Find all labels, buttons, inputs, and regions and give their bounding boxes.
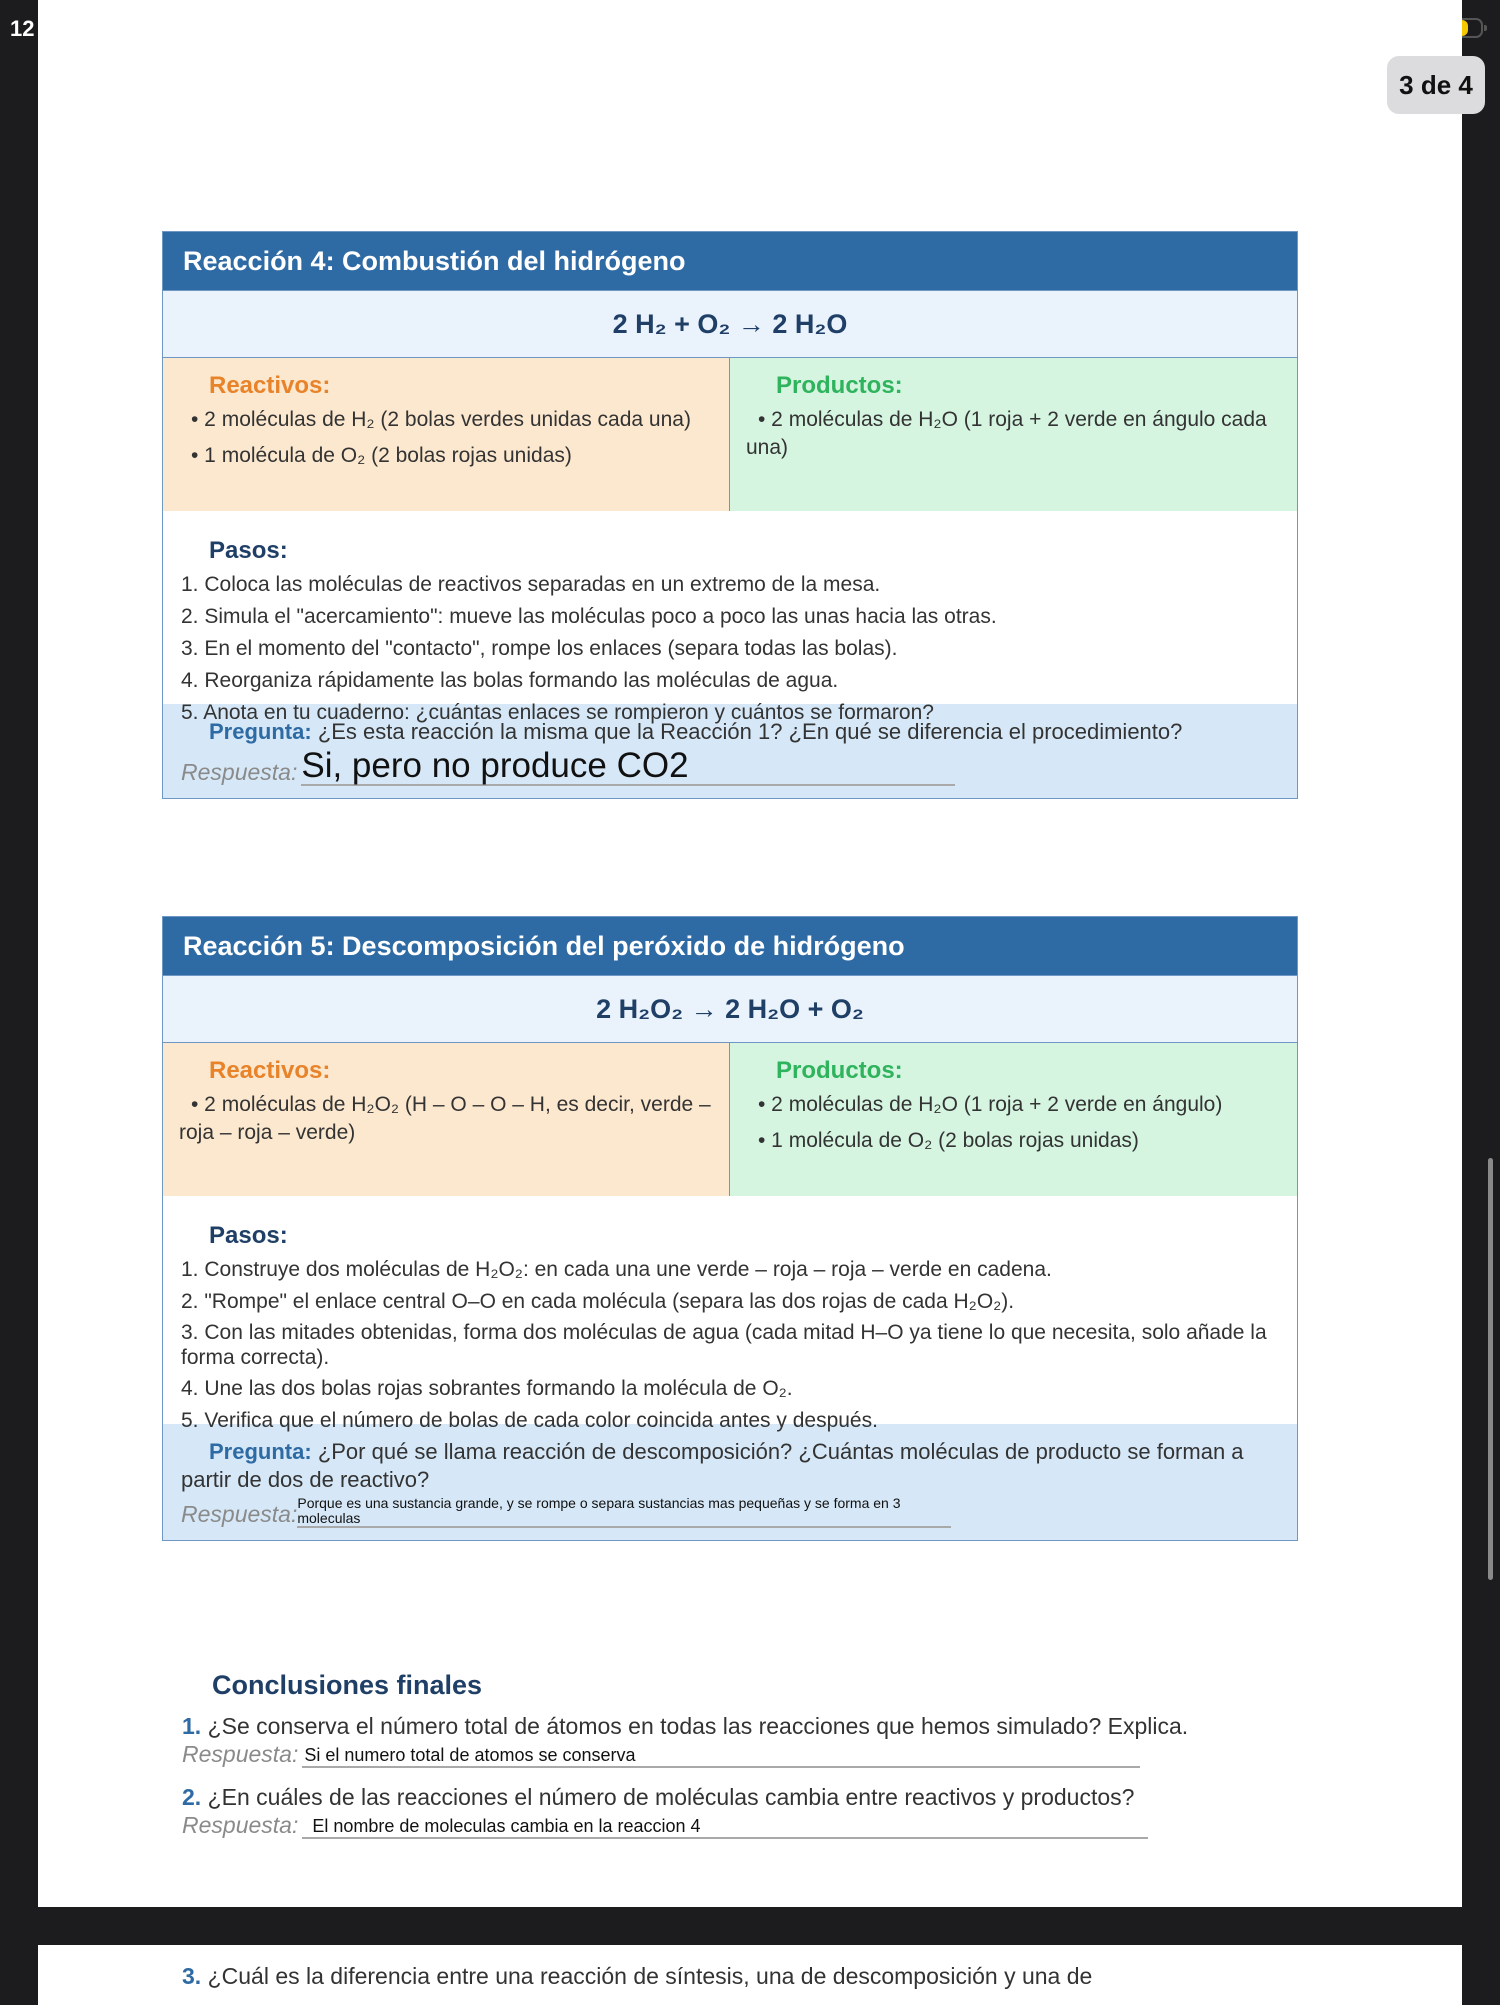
products-panel <box>730 358 1297 511</box>
question-label: Pregunta: <box>209 1439 312 1464</box>
reaction-card-5 <box>162 916 1298 1541</box>
reaction-equation: 2 H₂ + O₂ → 2 H₂O <box>163 290 1297 358</box>
reactants-panel <box>163 358 730 511</box>
step-item: 1. Construye dos moléculas de H₂O₂: en cada una une verde – roja – roja – verde en cadena. <box>181 1258 1052 1281</box>
steps-section <box>163 1196 1297 1432</box>
question-label: Pregunta: <box>209 719 312 744</box>
answer-label: Respuesta: <box>182 1741 299 1767</box>
question-text: ¿En cuáles de las reacciones el número de moléculas cambia entre reactivos y productos? <box>207 1784 1135 1810</box>
conclusion-question <box>182 1963 1092 1990</box>
reactant-item: • 2 moléculas de H₂O₂ (H – O – O – H, es decir, verde – roja – roja – verde) <box>179 1093 711 1144</box>
question-box <box>163 704 1297 798</box>
reactant-item: • 2 moléculas de H₂ (2 bolas verdes unidas cada una) <box>191 408 691 431</box>
products-label: Productos: <box>776 1057 903 1084</box>
reaction-equation: 2 H₂O₂ → 2 H₂O + O₂ <box>163 975 1297 1043</box>
step-item: 5. Verifica que el número de bolas de cada color coincida antes y después. <box>181 1409 878 1432</box>
step-item: 4. Reorganiza rápidamente las bolas formando las moléculas de agua. <box>181 669 839 692</box>
reactants-label: Reactivos: <box>209 372 331 399</box>
conclusions-title: Conclusiones finales <box>212 1670 483 1700</box>
step-item: 3. Con las mitades obtenidas, forma dos moléculas de agua (cada mitad H–O ya tiene lo que necesita, solo añade la forma correcta). <box>181 1321 1267 1369</box>
reaction-title: Reacción 4: Combustión del hidrógeno <box>163 232 1297 290</box>
question-text: ¿Cuál es la diferencia entre una reacción de síntesis, una de descomposición y una de <box>207 1963 1093 1989</box>
scrollbar[interactable] <box>1488 1158 1493 1580</box>
answer-label: Respuesta: <box>181 759 298 785</box>
answer-field[interactable]: Si el numero total de atomos se conserva <box>302 1745 1140 1768</box>
product-item: • 1 molécula de O₂ (2 bolas rojas unidas) <box>758 1129 1139 1152</box>
steps-label: Pasos: <box>209 537 288 564</box>
answer-field[interactable]: Porque es una sustancia grande, y se rompe o separa sustancias mas pequeñas y se forma en 3 moleculas <box>297 1496 951 1528</box>
question-text: ¿Es esta reacción la misma que la Reacción 1? ¿En qué se diferencia el procedimiento? <box>317 719 1183 744</box>
step-item: 4. Une las dos bolas rojas sobrantes formando la molécula de O₂. <box>181 1377 793 1400</box>
step-item: 5. Anota en tu cuaderno: ¿cuántas enlaces se rompieron y cuántos se formaron? <box>181 701 934 724</box>
question-box <box>163 1424 1297 1540</box>
reaction-title: Reacción 5: Descomposición del peróxido de hidrógeno <box>163 917 1297 975</box>
question-text: ¿Se conserva el número total de átomos en todas las reacciones que hemos simulado? Explica. <box>207 1713 1189 1739</box>
question-number: 3. <box>182 1963 202 1989</box>
answer-label: Respuesta: <box>182 1812 299 1838</box>
step-item: 1. Coloca las moléculas de reactivos separadas en un extremo de la mesa. <box>181 573 881 596</box>
reactants-label: Reactivos: <box>209 1057 331 1084</box>
step-item: 2. "Rompe" el enlace central O–O en cada molécula (separa las dos rojas de cada H₂O₂). <box>181 1290 1015 1313</box>
product-item: • 2 moléculas de H₂O (1 roja + 2 verde en ángulo cada una) <box>746 408 1267 459</box>
conclusion-question <box>162 1711 1298 1741</box>
product-item: • 2 moléculas de H₂O (1 roja + 2 verde en ángulo) <box>758 1093 1223 1116</box>
step-item: 2. Simula el "acercamiento": mueve las moléculas poco a poco las unas hacia las otras. <box>181 605 997 628</box>
conclusions-section <box>162 1670 1298 1853</box>
reactant-item: • 1 molécula de O₂ (2 bolas rojas unidas) <box>191 444 572 467</box>
steps-section <box>163 511 1297 724</box>
question-text: ¿Por qué se llama reacción de descomposición? ¿Cuántas moléculas de producto se forman a partir de dos de reactivo? <box>181 1439 1244 1492</box>
question-number: 1. <box>182 1713 202 1739</box>
answer-field[interactable]: Si, pero no produce CO2 <box>301 748 955 786</box>
reaction-card-4 <box>162 231 1298 799</box>
products-label: Productos: <box>776 372 903 399</box>
question-number: 2. <box>182 1784 202 1810</box>
conclusion-question <box>162 1782 1298 1812</box>
status-time: 12 <box>10 16 35 41</box>
answer-field[interactable]: El nombre de moleculas cambia en la reaccion 4 <box>302 1816 1148 1839</box>
page-indicator: 3 de 4 <box>1387 56 1485 114</box>
step-item: 3. En el momento del "contacto", rompe los enlaces (separa todas las bolas). <box>181 637 898 660</box>
reactants-panel <box>163 1043 730 1196</box>
steps-label: Pasos: <box>209 1222 288 1249</box>
answer-label: Respuesta: <box>181 1501 298 1527</box>
products-panel <box>730 1043 1297 1196</box>
